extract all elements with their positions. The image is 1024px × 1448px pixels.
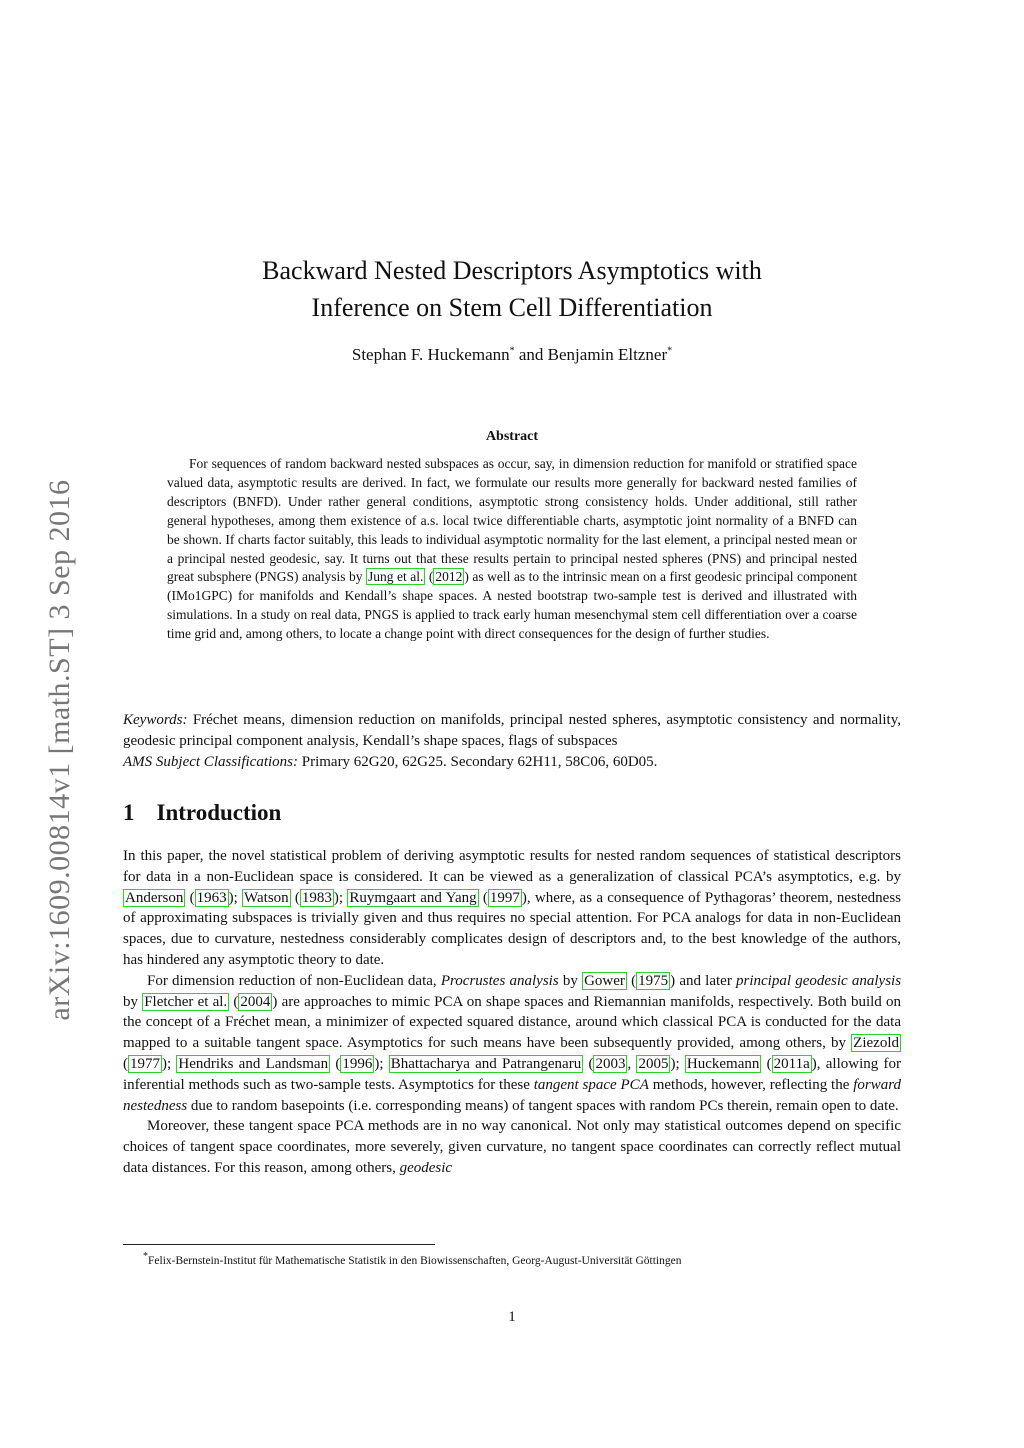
author-2: Benjamin Eltzner	[547, 345, 668, 364]
citation-link[interactable]: Huckemann	[686, 1055, 760, 1072]
citation-year-link[interactable]: 1977	[130, 1055, 160, 1072]
citation-link[interactable]: Watson	[244, 889, 289, 906]
intro-paragraph-2: For dimension reduction of non-Euclidean data, Procrustes analysis by Gower ( 1975 ) and later principal geodesic analysis by Fletcher et al. ( 2004 ) are approaches to mimic PCA on shape spaces and Riemannian manifolds, respectively. Both build on the concept of a Fréchet mean, a minimizer of expected squared distance, around which classical PCA is conducted for the data mapped to a suitable tangent space. Asymptotics for such means have been subsequently provided, among others, by Ziezold ( 1977 ); Hendriks and Landsman ( 1996 ); Bhattacharya and Patrangenaru ( 2003 , 2005 ); Huckemann ( 2011a ), allowing for inferential methods such as two-sample tests. Asymptotics for these tangent space PCA methods, however, reflecting the forward nestedness due to random basepoints (i.e. corresponding means) of tangent spaces with random PCs therein, remain open to date.	[123, 972, 902, 1114]
citation-link[interactable]: Hendriks and Landsman	[178, 1055, 329, 1072]
citation-year-link[interactable]: 1983	[301, 889, 332, 906]
footnote-mark: *	[143, 1251, 148, 1262]
emphasis: Procrustes analysis	[440, 972, 559, 989]
section-heading	[123, 800, 281, 826]
author-1: Stephan F. Huckemann	[351, 345, 510, 364]
citation-link[interactable]: Anderson	[125, 889, 184, 906]
text-run: , where, as a consequence of Pythagoras’ theorem, nestedness of approximating subspaces is trivially given and thus requires no special attention. For PCA analogs for data in non-Euclidean spaces, due to curvature, nestedness considerably complicates design of descriptors and, to the best knowledge of the authors, has hindered any asymptotic theory to date.	[123, 889, 901, 968]
citation-year-link[interactable]: 2004	[240, 993, 271, 1010]
abstract-part-2: as well as to the intrinsic mean on a first geodesic principal component (IMo1GPC) for manifolds and Kendall’s shape spaces. A nested bootstrap two-sample test is derived and illustrated with simulations. In a study on real data, PNGS is applied to track early human mesenchymal stem cell differentiation over a coarse time grid and, among others, to locate a change point with direct consequences for the design of further studies.	[167, 569, 857, 642]
title-line-1: Backward Nested Descriptors Asymptotics with	[262, 256, 762, 285]
citation-link[interactable]: Fletcher et al.	[144, 993, 228, 1010]
citation-year-link[interactable]: 2003	[595, 1055, 626, 1072]
section-title: Introduction	[156, 800, 282, 825]
introduction-body	[123, 846, 901, 1179]
emphasis: forward nestedness	[123, 1076, 902, 1114]
footnote-text: Felix-Bernstein-Institut für Mathematische Statistik in den Biowissenschaften, Georg-August-Universität Göttingen	[148, 1254, 682, 1267]
abstract-part-1: For sequences of random backward nested subspaces as occur, say, in dimension reduction for manifold or stratified space valued data, asymptotic results are derived. In fact, we formulate our results more generally for backward nested families of descriptors (BNFD). Under rather general conditions, asymptotic strong consistency holds. Under additional, still rather general hypotheses, among them existence of a.s. local twice differentiable charts, asymptotic joint normality of a BNFD can be shown. If charts factor suitably, this leads to individual asymptotic normality for the last element, a principal nested mean or a principal nested geodesic, say. It turns out that these results pertain to principal nested spheres (PNS) and principal nested great subsphere (PNGS) analysis by	[167, 456, 857, 585]
footnote	[123, 1249, 901, 1269]
citation-year-link[interactable]: 2011a	[773, 1055, 810, 1072]
intro-paragraph-3	[123, 1116, 901, 1178]
text-run: For dimension reduction of non-Euclidean data,	[147, 972, 437, 989]
citation-link[interactable]: Ziezold	[853, 1035, 899, 1052]
citation-link[interactable]: Jung et al.	[367, 569, 424, 585]
citation-link[interactable]: Bhattacharya and Patrangenaru	[390, 1055, 582, 1072]
abstract-text: For sequences of random backward nested subspaces as occur, say, in dimension reduction for manifold or stratified space valued data, asymptotic results are derived. In fact, we formulate our results more generally for backward nested families of descriptors (BNFD). Under rather general conditions, asymptotic strong consistency holds. Under additional, still rather general hypotheses, among them existence of a.s. local twice differentiable charts, asymptotic joint normality of a BNFD can be shown. If charts factor suitably, this leads to individual asymptotic normality for the last element, a principal nested mean or a principal nested geodesic, say. It turns out that these results pertain to principal nested spheres (PNS) and principal nested great subsphere (PNGS) analysis by Jung et al. ( 2012 ) as well as to the intrinsic mean on a first geodesic principal component (IMo1GPC) for manifolds and Kendall’s shape spaces. A nested bootstrap two-sample test is derived and illustrated with simulations. In a study on real data, PNGS is applied to track early human mesenchymal stem cell differentiation over a coarse time grid and, among others, to locate a change point with direct consequences for the design of further studies.	[167, 456, 857, 642]
text-run: , allowing for inferential methods such as two-sample tests. Asymptotics for these	[123, 1055, 902, 1093]
text-run: due to random basepoints (i.e. corresponding means) of tangent spaces with random PCs therein, remain open to date.	[190, 1097, 899, 1114]
text-run: are approaches to mimic PCA on shape spaces and Riemannian manifolds, respectively. Both build on the concept of a Fréchet mean, a minimizer of expected squared distance, around which classical PCA is conducted for the data mapped to a suitable tangent space. Asymptotics for such means have been subsequently provided, among others, by	[123, 993, 902, 1052]
authors	[0, 345, 1024, 365]
text-run: by	[562, 972, 578, 989]
affiliation-mark-1: *	[509, 345, 515, 357]
keywords-block	[123, 710, 901, 773]
intro-paragraph-1: In this paper, the novel statistical problem of deriving asymptotic results for nested random sequences of statistical descriptors for data in a non-Euclidean space is considered. It can be viewed as a generalization of classical PCA’s asymptotics, e.g. by Anderson ( 1963 ); Watson ( 1983 ); Ruymgaart and Yang ( 1997 ), where, as a consequence of Pythagoras’ theorem, nestedness of approximating subspaces is trivially given and thus requires no special attention. For PCA analogs for data in non-Euclidean spaces, due to curvature, nestedness considerably complicates design of descriptors and, to the best knowledge of the authors, has hindered any asymptotic theory to date.	[123, 848, 901, 968]
arxiv-stamp: arXiv:1609.00814v1 [math.ST] 3 Sep 2016	[43, 479, 76, 1021]
emphasis: geodesic	[399, 1159, 453, 1176]
text-run: methods, however, reflecting the	[652, 1076, 850, 1093]
citation-link[interactable]: Gower	[584, 972, 625, 989]
text-run: by	[123, 993, 138, 1010]
keywords-text: Fréchet means, dimension reduction on manifolds, principal nested spheres, asymptotic consistency and normality, geodesic principal component analysis, Kendall’s shape spaces, flags of subspaces	[123, 712, 901, 749]
footnote-rule	[123, 1244, 435, 1245]
ams-text: Primary 62G20, 62G25. Secondary 62H11, 58C06, 60D05.	[301, 754, 658, 770]
abstract-heading: Abstract	[485, 429, 539, 444]
title-line-2: Inference on Stem Cell Differentiation	[311, 293, 713, 322]
section-number: 1	[123, 800, 135, 825]
citation-year-link[interactable]: 1996	[342, 1055, 373, 1072]
affiliation-mark-2: *	[667, 345, 673, 357]
text-run: In this paper, the novel statistical problem of deriving asymptotic results for nested random sequences of statistical descriptors for data in a non-Euclidean space is considered. It can be viewed as a generalization of classical PCA’s asymptotics, e.g. by	[123, 848, 901, 885]
citation-year-link[interactable]: 1975	[638, 972, 669, 989]
text-run: Moreover, these tangent space PCA methods are in no way canonical. Not only may statistical outcomes depend on specific choices of tangent space coordinates, more severely, given curvature, no tangent space coordinates can correctly reflect mutual data distances. For this reason, among others,	[123, 1118, 901, 1176]
text-run: and later	[679, 972, 732, 989]
citation-link[interactable]: Ruymgaart and Yang	[349, 889, 477, 906]
keywords-label: Keywords:	[123, 712, 188, 728]
emphasis: principal geodesic analysis	[736, 972, 902, 989]
emphasis: tangent space PCA	[533, 1076, 649, 1093]
citation-year-link[interactable]: 2005	[638, 1055, 669, 1072]
page-number: 1	[508, 1309, 516, 1325]
ams-label: AMS Subject Classifications:	[123, 754, 298, 770]
authors-and: and	[518, 345, 544, 364]
citation-year-link[interactable]: 2012	[435, 569, 463, 585]
citation-year-link[interactable]: 1997	[489, 889, 520, 906]
paper-title	[0, 252, 1024, 326]
citation-year-link[interactable]: 1963	[196, 889, 227, 906]
